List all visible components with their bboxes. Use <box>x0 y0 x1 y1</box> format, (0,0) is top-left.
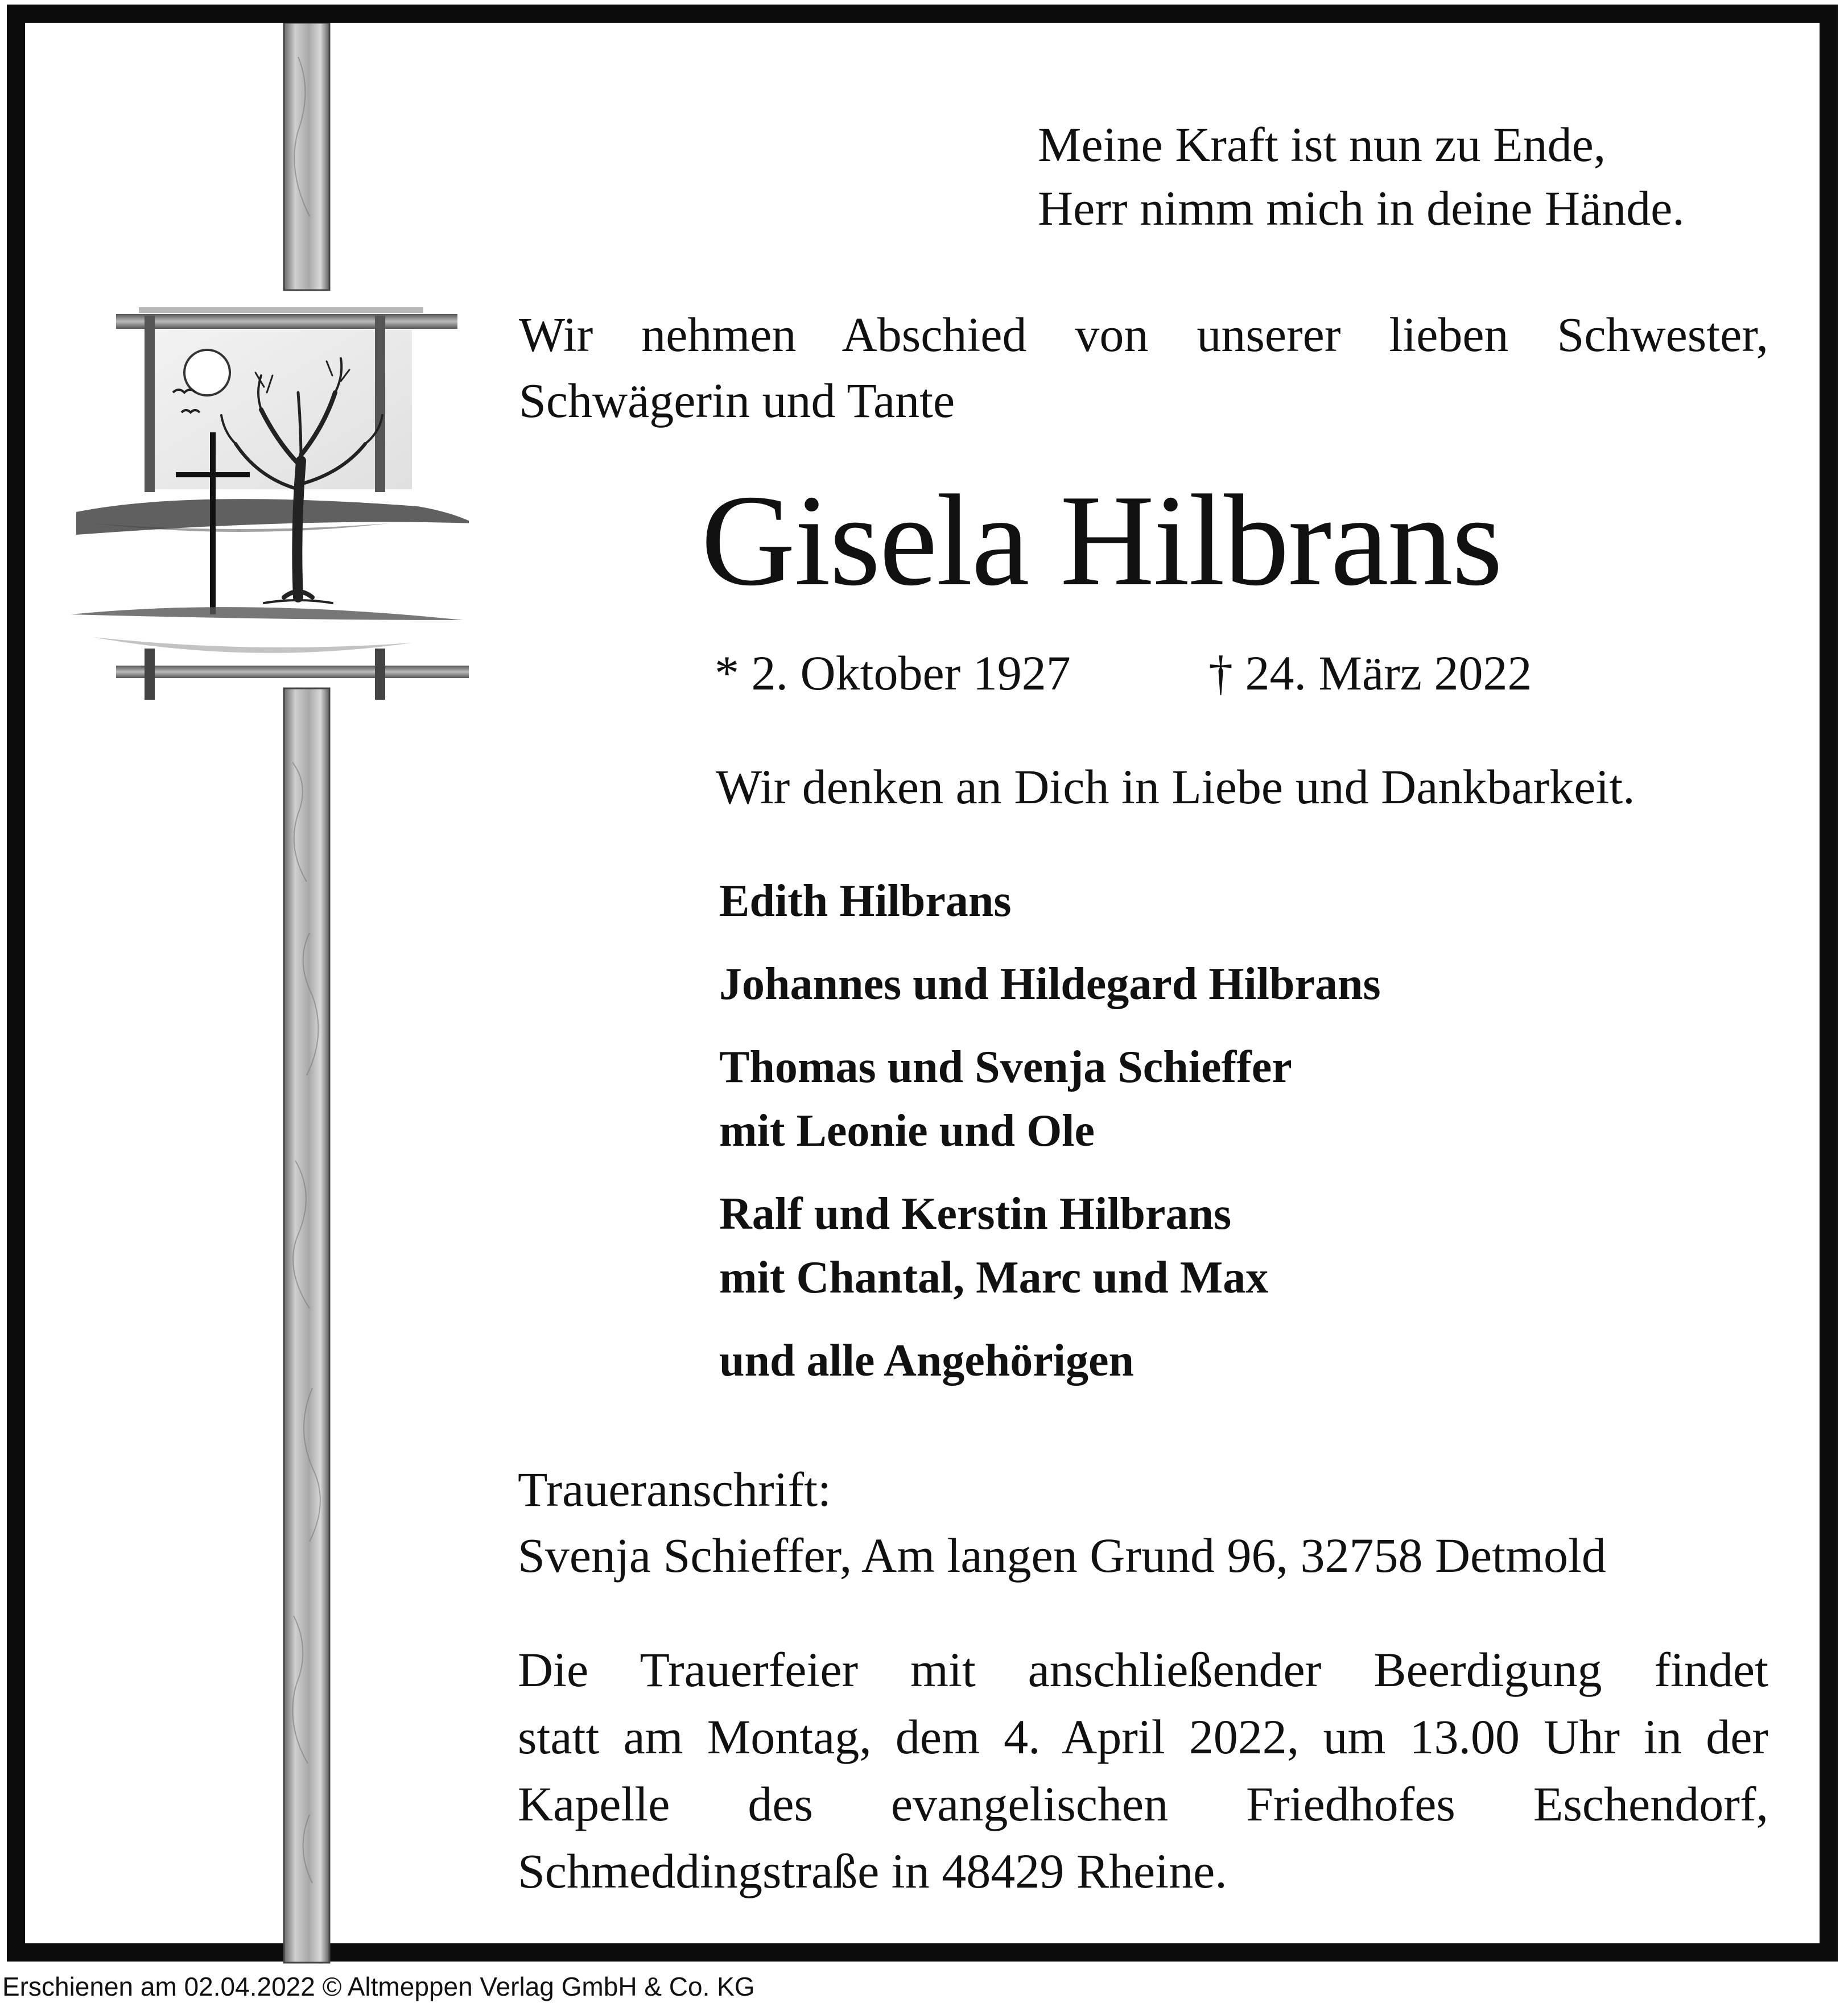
tree-cross-illustration <box>59 23 469 1980</box>
intro-line-2: Schwägerin und Tante <box>519 373 955 428</box>
intro-paragraph <box>519 302 1768 433</box>
deceased-name: Gisela Hilbrans <box>701 468 1502 613</box>
mourner-line: mit Leonie und Ole <box>719 1106 1095 1156</box>
address-label: Traueranschrift: <box>518 1462 831 1517</box>
service-line-4: Schmeddingstraße in 48429 Rheine. <box>518 1844 1227 1898</box>
service-line-1: Die Trauerfeier mit anschließender Beerdigung findet <box>518 1642 1768 1697</box>
mourner-line: mit Chantal, Marc und Max <box>719 1253 1269 1303</box>
intro-line-1: Wir nehmen Abschied von unserer lieben Schwester, <box>519 307 1768 362</box>
mourner-group <box>719 869 1381 933</box>
publication-footer: Erschienen am 02.04.2022 © Altmeppen Verlag GmbH & Co. KG <box>2 1972 755 2001</box>
mourner-line: Thomas und Svenja Schieffer <box>719 1042 1292 1092</box>
address-value: Svenja Schieffer, Am langen Grund 96, 32758 Detmold <box>518 1528 1606 1583</box>
service-line-2: statt am Montag, dem 4. April 2022, um 13.00 Uhr in der <box>518 1710 1768 1764</box>
service-line-3: Kapelle des evangelischen Friedhofes Eschendorf, <box>518 1777 1768 1831</box>
mourner-line: Edith Hilbrans <box>719 876 1012 926</box>
mourner-group <box>719 1035 1381 1163</box>
thanks-line: Wir denken an Dich in Liebe und Dankbarkeit. <box>716 759 1635 814</box>
mourning-address <box>518 1456 1606 1588</box>
mourner-line: und alle Angehörigen <box>719 1336 1135 1386</box>
mourner-line: Johannes und Hildegard Hilbrans <box>719 959 1381 1009</box>
mourner-group <box>719 1329 1381 1393</box>
mourners-list <box>719 869 1381 1412</box>
funeral-service-info <box>518 1636 1768 1905</box>
motto-line-1: Meine Kraft ist nun zu Ende, <box>1038 117 1606 172</box>
motto-line-2: Herr nimm mich in deine Hände. <box>1038 181 1685 236</box>
obituary-frame <box>7 5 1838 1962</box>
mourner-group <box>719 1182 1381 1310</box>
mourner-line: Ralf und Kerstin Hilbrans <box>719 1189 1232 1239</box>
birth-date: * 2. Oktober 1927 <box>715 646 1071 700</box>
motto-verse <box>1038 113 1685 240</box>
mourner-group <box>719 952 1381 1016</box>
death-date: † 24. März 2022 <box>1208 646 1532 700</box>
